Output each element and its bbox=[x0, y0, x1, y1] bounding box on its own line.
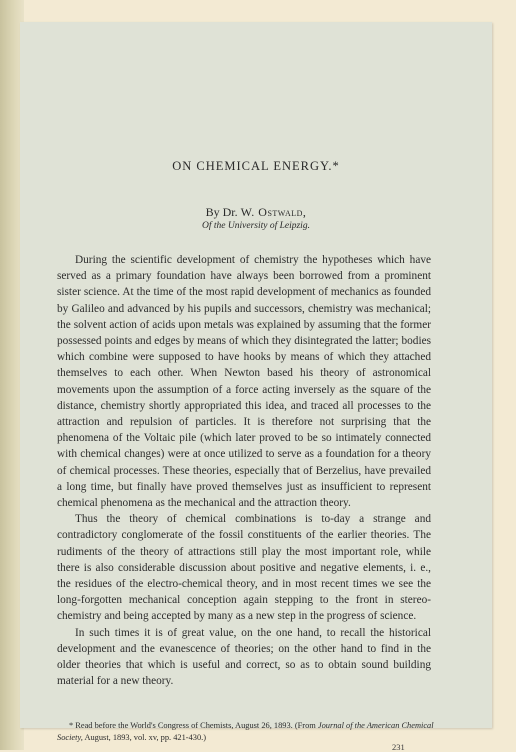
page-number: 231 bbox=[392, 742, 405, 752]
footnote-text-end: August, 1893, vol. xv, pp. 421-430.) bbox=[82, 733, 207, 742]
footnote-journal: Journal of the American Chemical Society, bbox=[57, 721, 434, 742]
paragraph: In such times it is of great value, on the one hand, to recall the historical development and the evanescence of theories; on the other hand to find in the older theories that which is useful and correct, so as to obtain sound building material for a new theory. bbox=[57, 626, 431, 688]
author-name: W. Ostwald, bbox=[240, 205, 307, 219]
author-affiliation: Of the University of Leipzig. bbox=[202, 221, 310, 231]
paragraph: During the scientific development of chemistry the hypotheses which have served as a primary foundation have always been borrowed from a prominent sister science. At the time of the most rapid development of mechanics as founded by Galileo and advanced by his pupils and successors, chemistry was mechanical; the solvent action of acids upon metals was explained by assuming that the former possessed points and edges by means of which they disintegrated the latter; bodies which combine were supposed to have hooks by means of which they attached themselves to each other. When Newton based his theory of astronomical movements upon the assumption of a force acting inversely as the square of the distance, chemistry shortly appropriated this idea, and traced all processes to the attraction and repulsion of particles. It is therefore not surprising that the phenomena of the Voltaic pile (which later proved to be so intimately connected with chemical changes) were at once utilized to serve as a foundation for a theory of chemical processes. These theories, especially that of Berzelius, have prevailed a long time, but finally have proved themselves just as insufficient to represent chemical phenomena as the mechanical and the attraction theory. bbox=[57, 254, 431, 510]
byline-prefix: By Dr. bbox=[205, 205, 238, 219]
paragraph: Thus the theory of chemical combinations is to-day a strange and contradictory conglomerate of the fossil constituents of the earlier theories. The rudiments of the theory of attractions still play the most important role, while there is also considerable discussion about positive and negative elements, i. e., the residues of the electro-chemical theory, and in most recent times we see the long-forgotten mechanical conception again stepping to the front in stereo-chemistry and being accepted by many as a new step in the progress of science. bbox=[57, 513, 431, 623]
article-body bbox=[57, 252, 431, 689]
document-page bbox=[20, 22, 492, 752]
footnote bbox=[57, 720, 457, 744]
byline bbox=[20, 205, 492, 220]
article-title: ON CHEMICAL ENERGY.* bbox=[172, 159, 340, 173]
footnote-text-start: * Read before the World's Congress of Chemists, August 26, 1893. (From bbox=[69, 721, 318, 730]
